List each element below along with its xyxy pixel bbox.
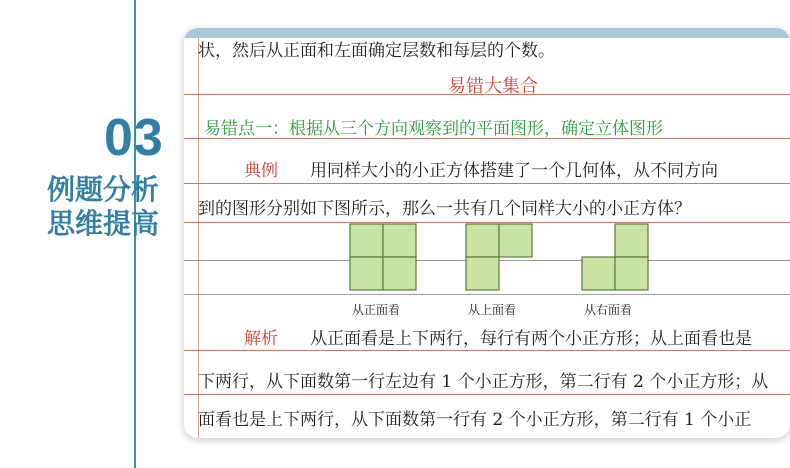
section-number: 03 bbox=[104, 109, 164, 167]
front-view-square bbox=[350, 257, 383, 290]
top-view bbox=[464, 222, 534, 317]
text-line-top: 状，然后从正面和左面确定层数和每层的个数。 bbox=[198, 41, 555, 61]
section-title bbox=[40, 173, 166, 241]
ruled-line bbox=[184, 350, 790, 351]
example-text-1: 用同样大小的小正方体搭建了一个几何体，从不同方向 bbox=[310, 161, 718, 181]
top-view-square bbox=[466, 257, 499, 290]
top-view-caption: 从上面看 bbox=[468, 303, 517, 317]
front-view-caption: 从正面看 bbox=[352, 303, 401, 317]
section-title-line2: 思维提高 bbox=[46, 207, 159, 240]
top-view-square bbox=[466, 224, 499, 257]
analysis-text-3: 面看也是上下两行，从下面数第一行有 2 个小正方形，第二行有 1 个小正 bbox=[198, 410, 752, 430]
ruled-line bbox=[184, 183, 790, 184]
analysis-text-1: 从正面看是上下两行，每行有两个小正方形；从上面看也是 bbox=[310, 329, 752, 349]
ruled-line bbox=[184, 394, 790, 395]
heading: 易错大集合 bbox=[448, 76, 538, 97]
example-text-2: 到的图形分别如下图所示，那么一共有几个同样大小的小正方体？ bbox=[198, 199, 691, 219]
right-view-square bbox=[615, 257, 648, 290]
right-view-square bbox=[582, 257, 615, 290]
right-view bbox=[580, 222, 650, 317]
notebook-card bbox=[184, 28, 790, 438]
front-view-grid bbox=[348, 222, 418, 292]
front-view-square bbox=[383, 257, 416, 290]
top-view-square bbox=[499, 224, 532, 257]
analysis-text-2: 下两行，从下面数第一行左边有 1 个小正方形，第二行有 2 个小正方形；从 bbox=[198, 372, 769, 392]
views-figure bbox=[184, 222, 790, 322]
right-view-square bbox=[615, 224, 648, 257]
front-view bbox=[348, 222, 418, 317]
example-label: 典例 bbox=[244, 161, 278, 181]
analysis-label: 解析 bbox=[244, 329, 278, 349]
front-view-square bbox=[350, 224, 383, 257]
right-view-grid bbox=[580, 222, 650, 292]
front-view-square bbox=[383, 224, 416, 257]
error-point: 易错点一：根据从三个方向观察到的平面图形，确定立体图形 bbox=[204, 119, 663, 139]
section-title-line1: 例题分析 bbox=[46, 173, 159, 206]
right-view-caption: 从右面看 bbox=[584, 303, 633, 317]
top-view-grid bbox=[464, 222, 534, 292]
